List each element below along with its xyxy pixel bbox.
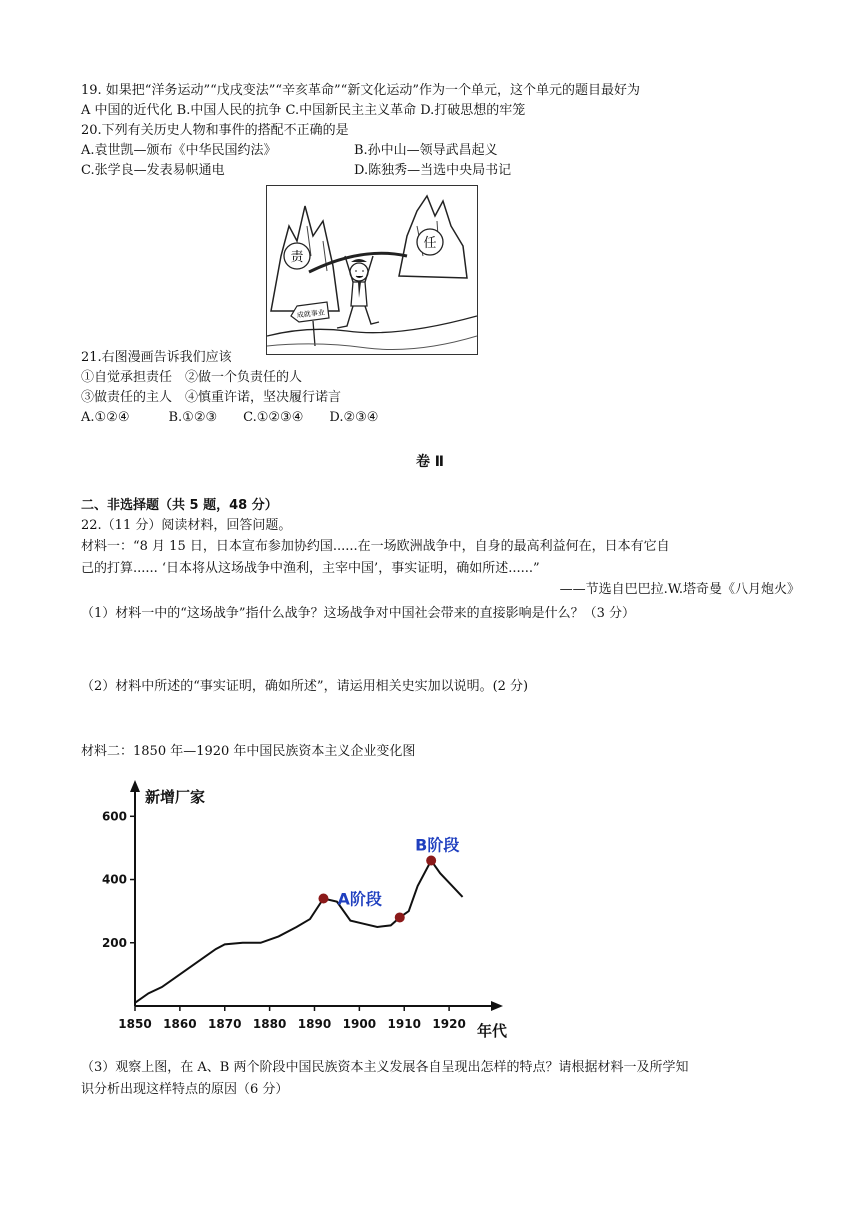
y-tick-label-600: 600 — [101, 809, 127, 824]
q21-choices: A.①②④ B.①②③ C.①②③④ D.②③④ — [81, 410, 379, 425]
q22-sub1: （1）材料一中的“这场战争”指什么战争？这场战争对中国社会带来的直接影响是什么？（3 分） — [81, 606, 635, 621]
section2-title: 二、非选择题（共 5 题，48 分） — [81, 498, 278, 513]
x-tick-label-1920: 1920 — [432, 1017, 466, 1031]
stage-marker-3 — [426, 856, 436, 866]
q22-sub3-line2: 识分析出现这样特点的原因（6 分） — [81, 1082, 289, 1097]
stage-marker-1 — [318, 894, 328, 904]
y-axis-label: 新增厂家 — [145, 788, 206, 806]
cartoon-sign-text: 成就事业 — [296, 308, 326, 320]
q22-sub2: （2）材料中所述的“事实证明，确如所述”，请运用相关史实加以说明。(2 分) — [81, 679, 529, 694]
cartoon-left-char: 责 — [290, 250, 304, 265]
volume-title: 卷 Ⅱ — [415, 454, 445, 470]
x-tick-label-1850: 1850 — [118, 1017, 152, 1031]
x-axis-label: 年代 — [477, 1022, 508, 1040]
x-tick-label-1890: 1890 — [297, 1017, 332, 1031]
responsibility-cartoon — [266, 185, 478, 355]
stage-label-3: B阶段 — [415, 835, 460, 855]
x-tick-label-1910: 1910 — [387, 1017, 421, 1031]
q19-stem: 19. 如果把“洋务运动”“戊戌变法”“辛亥革命”“新文化运动”作为一个单元，这个单元的题目最好为 — [81, 83, 640, 98]
x-tick-label-1860: 1860 — [163, 1017, 197, 1031]
x-tick-label-1880: 1880 — [252, 1017, 287, 1031]
q20-option-a: A.袁世凯—颁布《中华民国约法》 — [81, 143, 277, 158]
material1-line2: 己的打算...... ‘日本将从这场战争中渔利，主宰中国’，事实证明，确如所述......” — [81, 561, 540, 576]
enterprise-chart-svg — [100, 776, 520, 1046]
cartoon-drawing — [267, 186, 477, 354]
stage-label-1: A阶段 — [337, 889, 382, 909]
x-tick-label-1870: 1870 — [208, 1017, 242, 1031]
material1-line1: 材料一：“8 月 15 日，日本宣布参加协约国......在一场欧洲战争中，自身的最高利益何在，日本有它自 — [81, 539, 670, 554]
y-axis-arrow — [130, 780, 140, 792]
q19-options: A 中国的近代化 B.中国人民的抗争 C.中国新民主主义革命 D.打破思想的牢笼 — [81, 103, 526, 118]
x-tick-label-1900: 1900 — [342, 1017, 377, 1031]
q20-option-b: B.孙中山—领导武昌起义 — [354, 143, 498, 158]
q22-sub3-line1: （3）观察上图，在 A、B 两个阶段中国民族资本主义发展各自呈现出怎样的特点？请根据材料一及所学知 — [81, 1060, 689, 1075]
cartoon-right-char: 任 — [423, 236, 437, 251]
enterprise-chart — [100, 776, 520, 1046]
q21-stem: 21.右图漫画告诉我们应该 — [81, 350, 232, 365]
q21-option-2: ③做责任的主人 ④慎重许诺，坚决履行诺言 — [81, 390, 342, 405]
q20-stem: 20.下列有关历史人物和事件的搭配不正确的是 — [81, 123, 349, 138]
y-tick-label-400: 400 — [101, 872, 127, 887]
q22-stem: 22.（11 分）阅读材料，回答问题。 — [81, 518, 292, 533]
material2-title: 材料二：1850 年—1920 年中国民族资本主义企业变化图 — [81, 744, 416, 759]
material1-source: ——节选自巴巴拉.W.塔奇曼《八月炮火》 — [559, 582, 800, 597]
q20-option-c: C.张学良—发表易帜通电 — [81, 163, 225, 178]
x-axis-arrow — [491, 1001, 503, 1011]
stage-marker-2 — [395, 912, 405, 922]
q21-option-1: ①自觉承担责任 ②做一个负责任的人 — [81, 370, 303, 385]
y-tick-label-200: 200 — [101, 935, 127, 950]
q20-option-d: D.陈独秀—当选中央局书记 — [354, 163, 512, 178]
series-line — [135, 861, 463, 1003]
